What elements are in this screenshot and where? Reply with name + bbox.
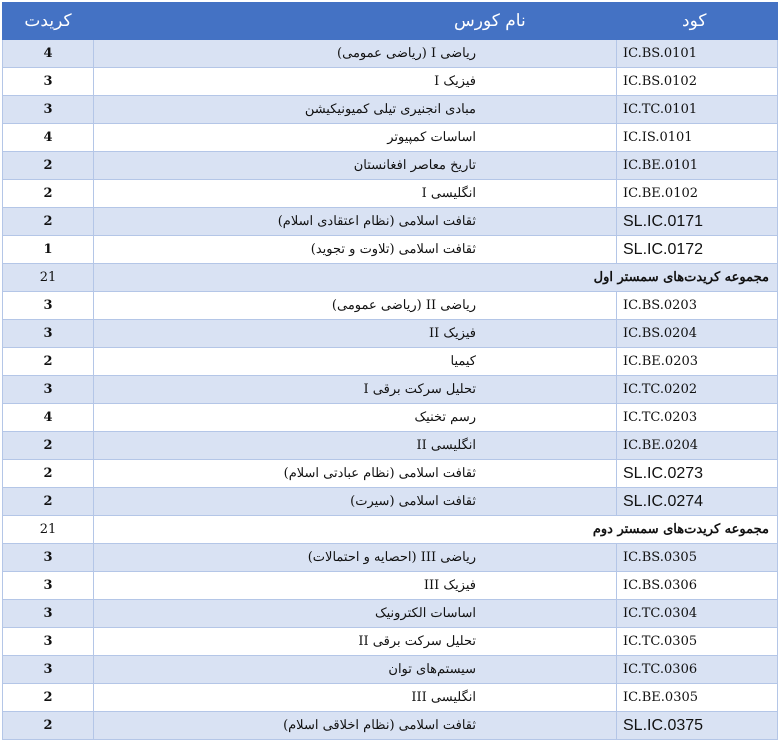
course-code: IC.BE.0203 (617, 348, 778, 376)
course-code: IC.BE.0102 (617, 180, 778, 208)
course-code: IC.BE.0305 (617, 684, 778, 712)
course-code: SL.IC.0171 (617, 208, 778, 236)
course-credit: 2 (3, 432, 94, 460)
course-credit: 3 (3, 656, 94, 684)
table-row (3, 208, 778, 236)
table-row (3, 628, 778, 656)
course-code: IC.BS.0101 (617, 40, 778, 68)
course-credit: 3 (3, 68, 94, 96)
table-row (3, 348, 778, 376)
header-course-name: نام کورس (94, 3, 617, 40)
course-name: کیمیا (94, 348, 617, 376)
course-name: ثقافت اسلامی (نظام عبادتی اسلام) (94, 460, 617, 488)
course-name: تاریخ معاصر افغانستان (94, 152, 617, 180)
course-code: IC.IS.0101 (617, 124, 778, 152)
course-code: IC.TC.0304 (617, 600, 778, 628)
table-body (3, 40, 778, 740)
course-name: ثقافت اسلامی (سیرت) (94, 488, 617, 516)
course-credit: 3 (3, 376, 94, 404)
table-row (3, 152, 778, 180)
course-credit: 4 (3, 40, 94, 68)
course-credit: 4 (3, 404, 94, 432)
course-credit: 2 (3, 712, 94, 740)
header-code: کود (617, 3, 778, 40)
table-row (3, 96, 778, 124)
course-credit: 2 (3, 488, 94, 516)
course-code: SL.IC.0273 (617, 460, 778, 488)
course-name: تحلیل سرکت برقی II (94, 628, 617, 656)
table-row (3, 124, 778, 152)
course-credit: 3 (3, 292, 94, 320)
course-credit: 3 (3, 628, 94, 656)
course-name: اساسات کمپیوتر (94, 124, 617, 152)
course-credit: 2 (3, 208, 94, 236)
course-name: ریاضی III (احصایه و احتمالات) (94, 544, 617, 572)
semester-total-label: مجموعه کریدت‌های سمستر دوم (94, 516, 778, 544)
table-row (3, 320, 778, 348)
course-code: IC.TC.0202 (617, 376, 778, 404)
course-code: SL.IC.0172 (617, 236, 778, 264)
course-credit: 3 (3, 572, 94, 600)
course-credit: 2 (3, 180, 94, 208)
course-code: SL.IC.0375 (617, 712, 778, 740)
course-name: ریاضی II (ریاضی عمومی) (94, 292, 617, 320)
table-row (3, 236, 778, 264)
course-credit: 3 (3, 544, 94, 572)
header-credit: کریدت (3, 3, 94, 40)
course-name: ثقافت اسلامی (نظام اخلاقی اسلام) (94, 712, 617, 740)
course-code: SL.IC.0274 (617, 488, 778, 516)
course-code: IC.BS.0102 (617, 68, 778, 96)
course-name: ثقافت اسلامی (تلاوت و تجوید) (94, 236, 617, 264)
course-code: IC.BS.0306 (617, 572, 778, 600)
course-name: فیزیک I (94, 68, 617, 96)
table-row (3, 180, 778, 208)
semester-total-row (3, 516, 778, 544)
course-credit: 3 (3, 96, 94, 124)
table-row (3, 68, 778, 96)
course-code: IC.BE.0101 (617, 152, 778, 180)
course-credit: 1 (3, 236, 94, 264)
course-credit: 2 (3, 152, 94, 180)
course-name: انگلیسی III (94, 684, 617, 712)
course-table (2, 2, 778, 740)
course-credit: 3 (3, 600, 94, 628)
course-credit: 4 (3, 124, 94, 152)
table-row (3, 572, 778, 600)
course-code: IC.BS.0305 (617, 544, 778, 572)
semester-total-row (3, 264, 778, 292)
course-credit: 2 (3, 460, 94, 488)
semester-total-credit: 21 (3, 516, 94, 544)
table-row (3, 656, 778, 684)
table-row (3, 404, 778, 432)
course-name: اساسات الکترونیک (94, 600, 617, 628)
course-code: IC.BE.0204 (617, 432, 778, 460)
table-row (3, 376, 778, 404)
course-code: IC.TC.0101 (617, 96, 778, 124)
course-name: ریاضی I (ریاضی عمومی) (94, 40, 617, 68)
table-row (3, 432, 778, 460)
course-code: IC.TC.0306 (617, 656, 778, 684)
course-name: ثقافت اسلامی (نظام اعتقادی اسلام) (94, 208, 617, 236)
semester-total-label: مجموعه کریدت‌های سمستر اول (94, 264, 778, 292)
course-name: سیستم‌های توان (94, 656, 617, 684)
table-row (3, 712, 778, 740)
table-row (3, 292, 778, 320)
header-row (3, 3, 778, 40)
course-name: رسم تخنیک (94, 404, 617, 432)
course-name: فیزیک II (94, 320, 617, 348)
table-header (3, 3, 778, 40)
table-row (3, 40, 778, 68)
course-code: IC.TC.0203 (617, 404, 778, 432)
course-name: مبادی انجنیری تیلی کمیونیکیشن (94, 96, 617, 124)
course-credit: 3 (3, 320, 94, 348)
course-code: IC.TC.0305 (617, 628, 778, 656)
table-row (3, 460, 778, 488)
course-name: انگلیسی I (94, 180, 617, 208)
table-row (3, 544, 778, 572)
course-code: IC.BS.0204 (617, 320, 778, 348)
course-credit: 2 (3, 348, 94, 376)
table-row (3, 684, 778, 712)
course-name: انگلیسی II (94, 432, 617, 460)
semester-total-credit: 21 (3, 264, 94, 292)
course-name: فیزیک III (94, 572, 617, 600)
table-row (3, 600, 778, 628)
table-row (3, 488, 778, 516)
course-credit: 2 (3, 684, 94, 712)
course-code: IC.BS.0203 (617, 292, 778, 320)
course-table-container (2, 2, 777, 740)
course-name: تحلیل سرکت برقی I (94, 376, 617, 404)
